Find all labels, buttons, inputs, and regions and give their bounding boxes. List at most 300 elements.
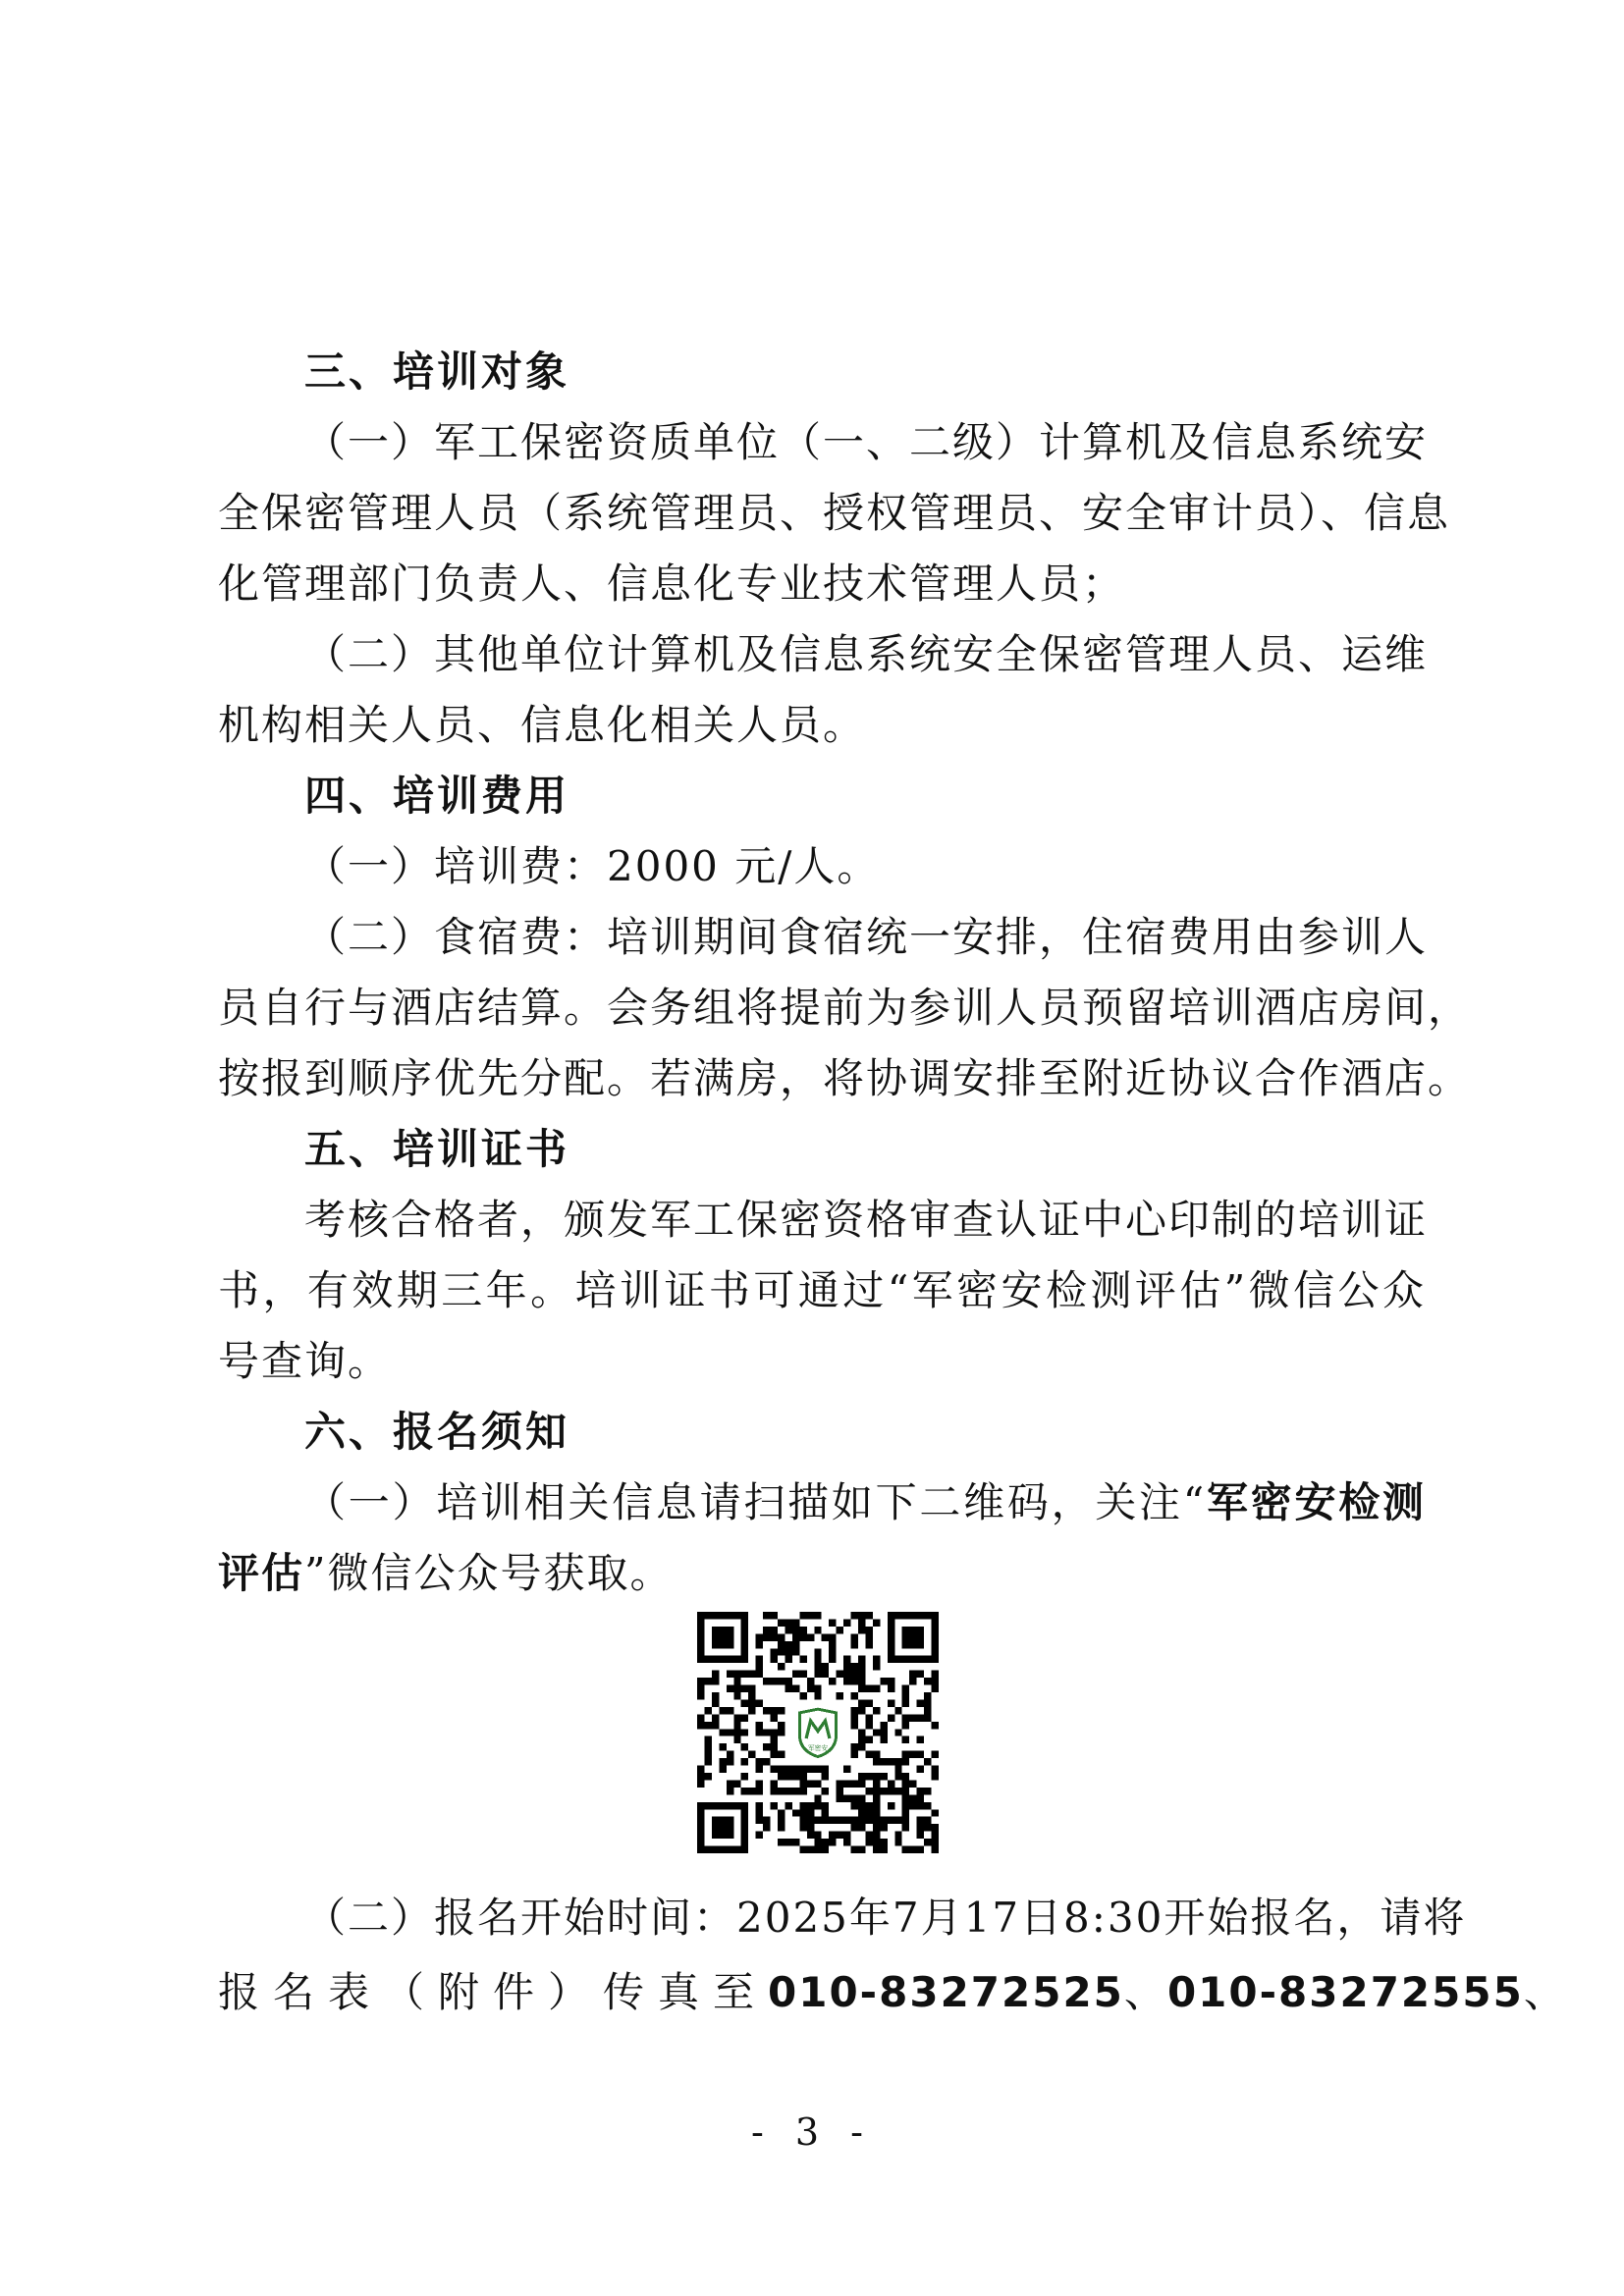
- qr-module: [888, 1699, 894, 1706]
- qr-module: [837, 1627, 843, 1633]
- qr-module: [778, 1766, 785, 1773]
- qr-module: [837, 1780, 843, 1787]
- qr-alignment-pattern: [888, 1802, 894, 1809]
- qr-module: [741, 1743, 748, 1750]
- qr-module: [756, 1809, 763, 1816]
- qr-module: [858, 1729, 865, 1735]
- qr-module: [924, 1714, 931, 1721]
- qr-module: [799, 1766, 806, 1773]
- qr-module: [756, 1722, 763, 1729]
- qr-module: [902, 1780, 909, 1787]
- qr-module: [829, 1619, 836, 1626]
- qr-module: [902, 1773, 909, 1780]
- qr-module: [873, 1729, 880, 1735]
- qr-module: [763, 1758, 770, 1765]
- qr-module: [873, 1846, 880, 1853]
- qr-module: [837, 1671, 843, 1678]
- qr-module: [778, 1707, 785, 1714]
- qr-module: [771, 1633, 778, 1640]
- qr-module: [902, 1846, 909, 1853]
- qr-module: [792, 1685, 799, 1692]
- qr-module: [799, 1627, 806, 1633]
- qr-module: [909, 1751, 916, 1758]
- qr-module: [909, 1780, 916, 1787]
- qr-module: [814, 1817, 821, 1824]
- qr-module: [924, 1788, 931, 1794]
- qr-module: [822, 1809, 829, 1816]
- qr-module: [814, 1671, 821, 1678]
- qr-module: [932, 1766, 939, 1773]
- qr-logo-text: [808, 1743, 828, 1752]
- qr-module: [843, 1671, 850, 1678]
- qr-module: [858, 1707, 865, 1714]
- qr-module: [873, 1780, 880, 1787]
- qr-module: [697, 1722, 704, 1729]
- qr-module: [837, 1832, 843, 1839]
- qr-module: [865, 1802, 872, 1809]
- qr-module: [865, 1641, 872, 1648]
- qr-module: [917, 1794, 924, 1801]
- qr-module: [880, 1722, 887, 1729]
- qr-module: [902, 1692, 909, 1699]
- qr-module: [719, 1766, 726, 1773]
- qr-module: [748, 1685, 755, 1692]
- qr-module: [880, 1678, 887, 1684]
- qr-module: [829, 1633, 836, 1640]
- qr-module: [778, 1729, 785, 1735]
- qr-module: [792, 1641, 799, 1648]
- qr-module: [880, 1729, 887, 1735]
- qr-module: [771, 1780, 778, 1787]
- qr-module: [733, 1678, 740, 1684]
- qr-module: [814, 1794, 821, 1801]
- qr-module: [799, 1817, 806, 1824]
- qr-module: [851, 1824, 858, 1831]
- qr-module: [902, 1758, 909, 1765]
- qr-module: [837, 1692, 843, 1699]
- qr-module: [837, 1794, 843, 1801]
- qr-module: [902, 1714, 909, 1721]
- qr-module: [778, 1809, 785, 1816]
- qr-module: [917, 1736, 924, 1743]
- qr-module: [888, 1714, 894, 1721]
- qr-module: [712, 1678, 719, 1684]
- qr-module: [799, 1809, 806, 1816]
- qr-module: [785, 1619, 791, 1626]
- qr-module: [858, 1846, 865, 1853]
- qr-module: [851, 1751, 858, 1758]
- qr-module: [888, 1758, 894, 1765]
- qr-module: [807, 1633, 814, 1640]
- qr-module: [807, 1846, 814, 1853]
- qr-finder-pattern: [902, 1627, 924, 1648]
- qr-module: [851, 1612, 858, 1619]
- qr-module: [917, 1846, 924, 1853]
- qr-module: [785, 1773, 791, 1780]
- qr-module: [799, 1780, 806, 1787]
- qr-module: [865, 1773, 872, 1780]
- qr-module: [799, 1788, 806, 1794]
- qr-module: [822, 1817, 829, 1824]
- qr-module: [858, 1736, 865, 1743]
- qr-module: [756, 1802, 763, 1809]
- wechat-account-name: 评估: [218, 1549, 305, 1597]
- qr-module: [727, 1788, 733, 1794]
- qr-module: [771, 1627, 778, 1633]
- qr-module: [704, 1751, 711, 1758]
- qr-module: [778, 1751, 785, 1758]
- qr-module: [807, 1809, 814, 1816]
- qr-module: [814, 1802, 821, 1809]
- qr-module: [829, 1641, 836, 1648]
- qr-module: [917, 1802, 924, 1809]
- qr-module: [814, 1648, 821, 1655]
- qr-module: [851, 1678, 858, 1684]
- qr-module: [807, 1685, 814, 1692]
- qr-module: [756, 1656, 763, 1663]
- qr-module: [778, 1788, 785, 1794]
- page-number: - 3 -: [750, 2110, 873, 2154]
- qr-module: [814, 1627, 821, 1633]
- qr-module: [894, 1729, 901, 1735]
- qr-module: [932, 1685, 939, 1692]
- qr-module: [894, 1766, 901, 1773]
- qr-module: [932, 1678, 939, 1684]
- qr-module: [697, 1714, 704, 1721]
- qr-module: [858, 1817, 865, 1824]
- qr-module: [873, 1707, 880, 1714]
- qr-module: [733, 1722, 740, 1729]
- qr-module: [697, 1692, 704, 1699]
- qr-module: [712, 1699, 719, 1706]
- qr-module: [873, 1663, 880, 1670]
- paragraph-line: （二）食宿费：培训期间食宿统一安排，住宿费用由参训人: [304, 913, 1429, 961]
- qr-module: [748, 1692, 755, 1699]
- text-span: 、: [1523, 1968, 1567, 2016]
- qr-module: [858, 1809, 865, 1816]
- paragraph-line: [218, 1957, 1567, 2028]
- qr-module: [778, 1678, 785, 1684]
- qr-module: [799, 1633, 806, 1640]
- paragraph-line: （一）培训费：2000 元/人。: [304, 842, 881, 890]
- qr-module: [733, 1729, 740, 1735]
- paragraph-line: [218, 1538, 1426, 1609]
- qr-module: [785, 1678, 791, 1684]
- qr-module: [880, 1736, 887, 1743]
- qr-module: [917, 1699, 924, 1706]
- qr-module: [792, 1773, 799, 1780]
- qr-module: [880, 1839, 887, 1845]
- qr-module: [799, 1692, 806, 1699]
- qr-module: [741, 1788, 748, 1794]
- qr-module: [807, 1780, 814, 1787]
- qr-module: [829, 1648, 836, 1655]
- qr-module: [778, 1619, 785, 1626]
- qr-module: [932, 1809, 939, 1816]
- qr-module: [712, 1714, 719, 1721]
- wechat-account-name: 军密安检测: [1206, 1478, 1426, 1526]
- qr-module: [799, 1802, 806, 1809]
- qr-module: [727, 1707, 733, 1714]
- qr-module: [771, 1707, 778, 1714]
- qr-module: [704, 1736, 711, 1743]
- qr-module: [851, 1722, 858, 1729]
- qr-module: [704, 1743, 711, 1750]
- qr-module: [858, 1743, 865, 1750]
- qr-module: [851, 1671, 858, 1678]
- wechat-qr-code[interactable]: [697, 1612, 939, 1853]
- qr-module: [712, 1722, 719, 1729]
- qr-module: [829, 1839, 836, 1845]
- qr-module: [909, 1846, 916, 1853]
- qr-module: [756, 1758, 763, 1765]
- qr-module: [697, 1773, 704, 1780]
- qr-module: [748, 1699, 755, 1706]
- qr-module: [778, 1641, 785, 1648]
- paragraph-line: [304, 1468, 1426, 1538]
- qr-finder-pattern: [712, 1817, 733, 1839]
- qr-module: [778, 1817, 785, 1824]
- qr-module: [822, 1633, 829, 1640]
- qr-module: [756, 1633, 763, 1640]
- qr-code-image: [697, 1612, 939, 1853]
- qr-module: [873, 1824, 880, 1831]
- qr-module: [763, 1612, 770, 1619]
- qr-module: [792, 1619, 799, 1626]
- qr-module: [697, 1685, 704, 1692]
- qr-module: [771, 1736, 778, 1743]
- qr-module: [865, 1839, 872, 1845]
- qr-module: [843, 1817, 850, 1824]
- qr-module: [807, 1612, 814, 1619]
- qr-module: [763, 1707, 770, 1714]
- qr-module: [697, 1766, 704, 1773]
- qr-module: [932, 1832, 939, 1839]
- qr-module: [851, 1707, 858, 1714]
- qr-module: [727, 1751, 733, 1758]
- qr-module: [858, 1619, 865, 1626]
- qr-module: [843, 1678, 850, 1684]
- qr-module: [858, 1824, 865, 1831]
- text-span: （一）培训相关信息请扫描如下二维码，关注“: [304, 1478, 1207, 1526]
- qr-module: [829, 1678, 836, 1684]
- qr-module: [712, 1671, 719, 1678]
- qr-module: [814, 1766, 821, 1773]
- qr-module: [719, 1707, 726, 1714]
- paragraph-line: 书，有效期三年。培训证书可通过“军密安检测评估”微信公众: [218, 1266, 1426, 1314]
- qr-module: [888, 1780, 894, 1787]
- qr-module: [763, 1817, 770, 1824]
- qr-module: [807, 1824, 814, 1831]
- qr-module: [785, 1766, 791, 1773]
- qr-module: [865, 1817, 872, 1824]
- qr-module: [792, 1671, 799, 1678]
- qr-module: [829, 1832, 836, 1839]
- qr-module: [763, 1678, 770, 1684]
- qr-module: [771, 1766, 778, 1773]
- qr-module: [756, 1832, 763, 1839]
- qr-module: [697, 1678, 704, 1684]
- qr-module: [873, 1751, 880, 1758]
- qr-module: [733, 1780, 740, 1787]
- qr-module: [932, 1846, 939, 1853]
- qr-module: [748, 1788, 755, 1794]
- qr-module: [858, 1663, 865, 1670]
- qr-module: [924, 1839, 931, 1845]
- qr-logo-icon: [792, 1707, 843, 1758]
- qr-module: [873, 1832, 880, 1839]
- qr-module: [814, 1692, 821, 1699]
- qr-module: [727, 1685, 733, 1692]
- qr-module: [858, 1794, 865, 1801]
- qr-module: [880, 1846, 887, 1853]
- qr-module: [792, 1839, 799, 1845]
- qr-module: [902, 1736, 909, 1743]
- qr-module: [807, 1817, 814, 1824]
- paragraph-line: 化管理部门负责人、信息化专业技术管理人员；: [218, 560, 1126, 608]
- qr-module: [792, 1788, 799, 1794]
- qr-module: [785, 1627, 791, 1633]
- qr-module: [902, 1722, 909, 1729]
- section-heading-training-fees: 四、培训费用: [304, 772, 570, 820]
- qr-module: [865, 1722, 872, 1729]
- qr-module: [865, 1612, 872, 1619]
- qr-module: [917, 1832, 924, 1839]
- qr-module: [771, 1656, 778, 1663]
- qr-module: [822, 1802, 829, 1809]
- qr-module: [741, 1699, 748, 1706]
- qr-module: [902, 1824, 909, 1831]
- qr-module: [771, 1612, 778, 1619]
- qr-module: [865, 1809, 872, 1816]
- qr-module: [771, 1743, 778, 1750]
- section-heading-training-certificate: 五、培训证书: [304, 1125, 570, 1173]
- qr-module: [851, 1780, 858, 1787]
- qr-module: [858, 1656, 865, 1663]
- qr-module: [873, 1619, 880, 1626]
- qr-module: [785, 1648, 791, 1655]
- paragraph-line: 员自行与酒店结算。会务组将提前为参训人员预留培训酒店房间，: [218, 984, 1472, 1032]
- qr-module: [851, 1633, 858, 1640]
- text-span: ”微信公众号获取。: [304, 1549, 674, 1597]
- qr-module: [858, 1627, 865, 1633]
- text-span: 报名表（附件）传真至: [218, 1968, 769, 2016]
- qr-module: [873, 1773, 880, 1780]
- qr-module: [771, 1751, 778, 1758]
- qr-module: [932, 1751, 939, 1758]
- qr-module: [799, 1656, 806, 1663]
- qr-module: [924, 1817, 931, 1824]
- qr-module: [902, 1699, 909, 1706]
- qr-module: [865, 1736, 872, 1743]
- qr-module: [778, 1663, 785, 1670]
- qr-module: [865, 1832, 872, 1839]
- qr-module: [829, 1656, 836, 1663]
- qr-module: [858, 1773, 865, 1780]
- qr-module: [932, 1722, 939, 1729]
- qr-module: [851, 1692, 858, 1699]
- qr-module: [858, 1685, 865, 1692]
- qr-module: [909, 1794, 916, 1801]
- qr-module: [909, 1678, 916, 1684]
- qr-module: [778, 1648, 785, 1655]
- qr-module: [799, 1612, 806, 1619]
- fax-number: 010-83272525: [768, 1968, 1124, 2016]
- paragraph-line: 号查询。: [218, 1337, 392, 1385]
- qr-module: [837, 1817, 843, 1824]
- qr-module: [807, 1678, 814, 1684]
- qr-module: [741, 1714, 748, 1721]
- qr-module: [704, 1722, 711, 1729]
- qr-module: [851, 1817, 858, 1824]
- qr-module: [917, 1788, 924, 1794]
- qr-module: [865, 1714, 872, 1721]
- qr-module: [792, 1766, 799, 1773]
- qr-module: [719, 1743, 726, 1750]
- qr-module: [733, 1714, 740, 1721]
- qr-module: [756, 1699, 763, 1706]
- qr-module: [741, 1685, 748, 1692]
- qr-module: [829, 1817, 836, 1824]
- qr-module: [932, 1824, 939, 1831]
- qr-finder-pattern: [712, 1627, 733, 1648]
- qr-module: [785, 1656, 791, 1663]
- qr-module: [924, 1802, 931, 1809]
- qr-module: [894, 1832, 901, 1839]
- qr-module: [822, 1671, 829, 1678]
- qr-module: [778, 1633, 785, 1640]
- qr-module: [843, 1766, 850, 1773]
- qr-module: [785, 1802, 791, 1809]
- qr-module: [888, 1678, 894, 1684]
- qr-module: [785, 1685, 791, 1692]
- section-heading-training-targets: 三、培训对象: [304, 347, 570, 396]
- qr-module: [771, 1678, 778, 1684]
- fax-number: 010-83272555: [1166, 1968, 1524, 2016]
- qr-module: [843, 1656, 850, 1663]
- qr-module: [756, 1729, 763, 1735]
- qr-module: [771, 1648, 778, 1655]
- qr-module: [902, 1685, 909, 1692]
- qr-module: [727, 1780, 733, 1787]
- qr-module: [799, 1671, 806, 1678]
- qr-module: [814, 1832, 821, 1839]
- qr-module: [822, 1846, 829, 1853]
- qr-module: [792, 1633, 799, 1640]
- qr-module: [858, 1612, 865, 1619]
- qr-module: [756, 1788, 763, 1794]
- qr-module: [843, 1832, 850, 1839]
- qr-module: [733, 1692, 740, 1699]
- qr-module: [719, 1729, 726, 1735]
- qr-module: [843, 1780, 850, 1787]
- qr-module: [792, 1627, 799, 1633]
- qr-module: [733, 1736, 740, 1743]
- qr-module: [763, 1729, 770, 1735]
- qr-module: [771, 1788, 778, 1794]
- qr-module: [865, 1699, 872, 1706]
- qr-module: [880, 1773, 887, 1780]
- qr-module: [756, 1641, 763, 1648]
- qr-module: [894, 1773, 901, 1780]
- qr-module: [909, 1671, 916, 1678]
- qr-module: [873, 1685, 880, 1692]
- qr-module: [704, 1678, 711, 1684]
- paragraph-line: （二）其他单位计算机及信息系统安全保密管理人员、运维: [304, 630, 1429, 678]
- qr-module: [756, 1671, 763, 1678]
- qr-module: [851, 1714, 858, 1721]
- qr-module: [843, 1794, 850, 1801]
